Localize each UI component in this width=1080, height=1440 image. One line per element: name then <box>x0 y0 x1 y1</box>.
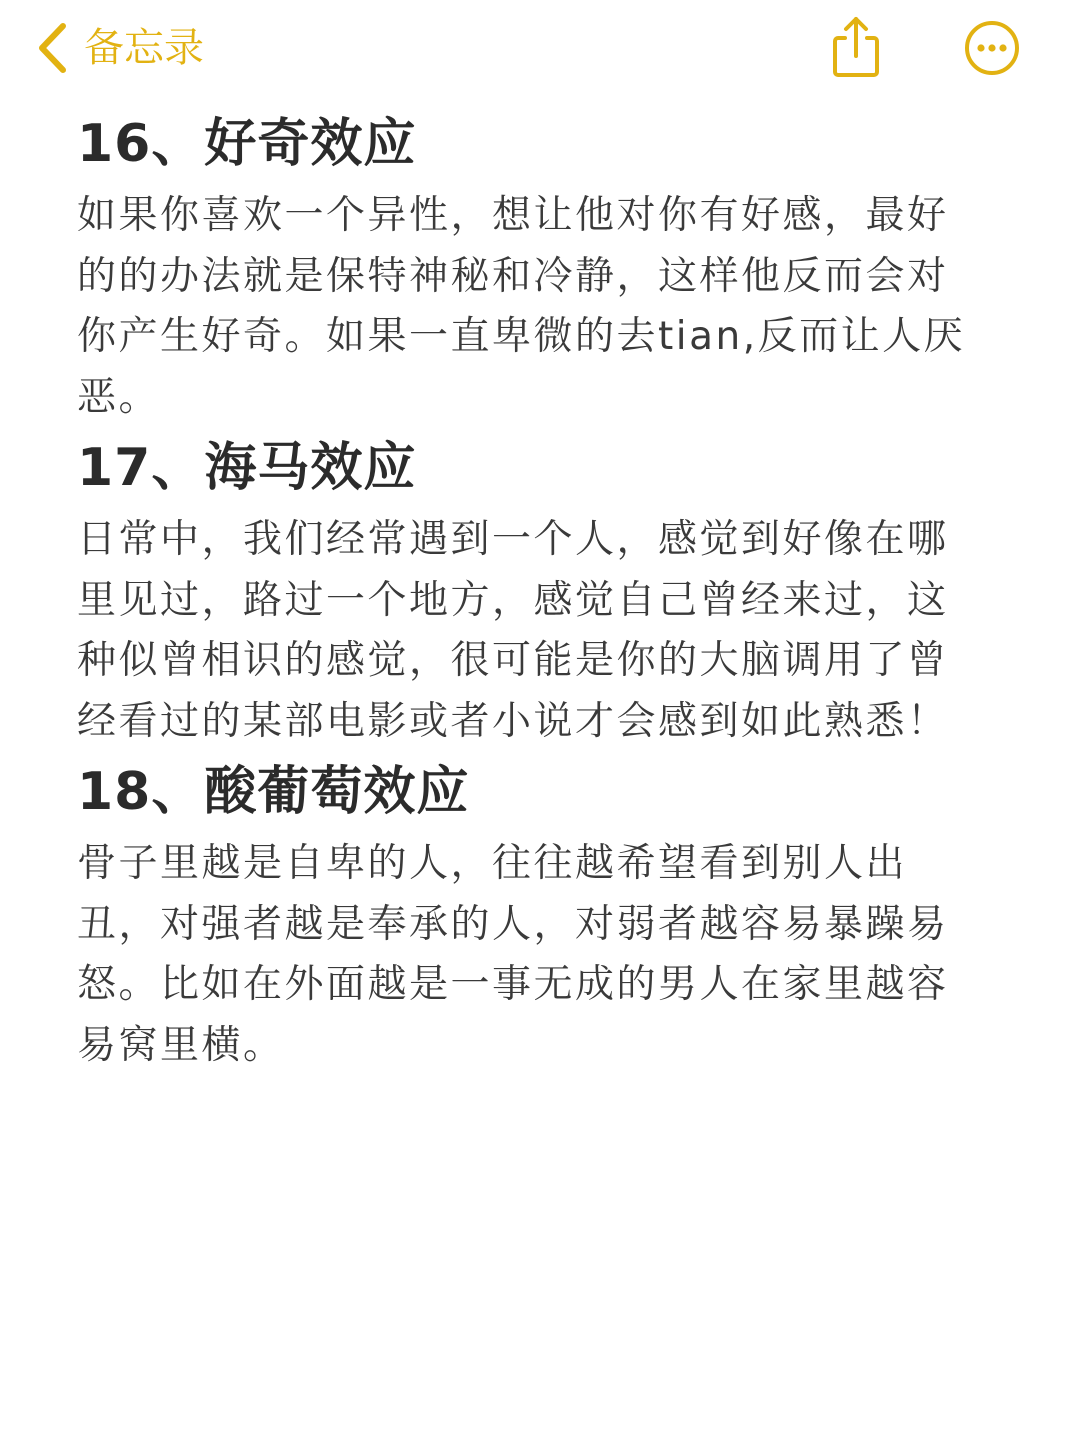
section-title: 17、海马效应 <box>77 438 417 498</box>
section-title: 16、好奇效应 <box>77 114 417 174</box>
section-body: 如果你喜欢一个异性，想让他对你有好感，最好的的办法就是保特神秘和冷静，这样他反而会对你产生好奇。如果一直卑微的去tian,反而让人厌恶。 <box>77 193 966 420</box>
ellipsis-circle-icon <box>964 20 1020 76</box>
back-button-label: 备忘录 <box>84 25 204 71</box>
section-body: 骨子里越是自卑的人，往往越希望看到别人出丑，对强者越是奉承的人，对弱者越容易暴躁易怒。比如在外面越是一事无成的男人在家里越容易窝里横。 <box>77 841 949 1068</box>
chevron-left-icon <box>30 20 74 76</box>
navigation-bar <box>0 0 1080 100</box>
more-button[interactable] <box>964 20 1020 76</box>
share-icon <box>826 14 886 80</box>
note-section-18 <box>77 760 987 1076</box>
section-body: 日常中，我们经常遇到一个人，感觉到好像在哪里见过，路过一个地方，感觉自己曾经来过，这种似曾相识的感觉，很可能是你的大脑调用了曾经看过的某部电影或者小说才会感到如此熟悉！ <box>77 517 949 744</box>
share-button[interactable] <box>826 14 886 80</box>
section-title: 18、酸葡萄效应 <box>77 762 470 822</box>
back-button[interactable] <box>30 20 204 76</box>
note-content[interactable] <box>77 112 987 1084</box>
note-section-17 <box>77 436 987 752</box>
note-section-16 <box>77 112 987 428</box>
